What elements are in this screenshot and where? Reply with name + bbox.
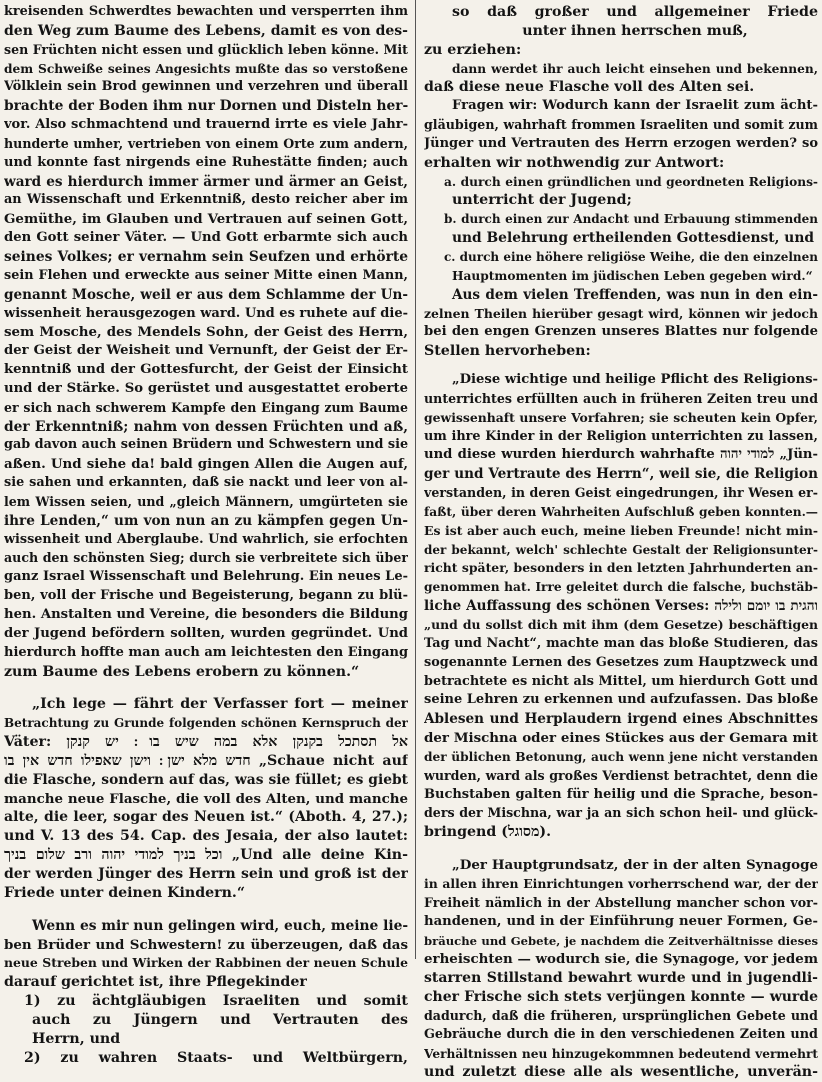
text-line: genannt Mosche, weil er aus dem Schlamme der Un- <box>4 286 408 303</box>
text-line: Gemüthe, im Glauben und Vertrauen auf seinen Gott, <box>4 211 408 228</box>
text-line: darauf gerichtet ist, ihre Pflegekinder <box>4 974 307 991</box>
text-line: manche neue Flasche, die voll des Alten, und manche <box>4 790 408 807</box>
text-line: ger und Vertraute des Herrn“, weil sie, die Religion <box>424 466 818 483</box>
text-line: sogenannte Lernen des Gesetzes zum Hauptzweck und <box>424 654 818 670</box>
text-line: „Diese wichtige und heilige Pflicht des Religions- <box>452 372 818 388</box>
text-line: dadurch, daß die früheren, ursprünglichen Gebete und <box>424 1007 818 1023</box>
text-line: liche Auffassung des schönen Verses: והגית בו יומם ולילה <box>424 598 818 615</box>
text-line: Friede unter deinen Kindern.“ <box>4 884 246 901</box>
text-line: hen. Anstalten und Vereine, die besonders die Bildung <box>4 607 408 622</box>
text-line: und V. 13 des 54. Cap. des Jesaia, der also lautet: <box>4 828 408 845</box>
text-line: und Belehrung ertheilenden Gottesdienst, und <box>452 230 814 247</box>
paragraph-gap <box>4 681 408 695</box>
text-line: Freiheit nämlich in der Abstellung mancher schon vor- <box>424 894 818 910</box>
text-line: um ihre Kinder in der Religion unterrichten zu lassen, <box>424 428 818 444</box>
paragraph-gap <box>4 903 408 917</box>
text-line: an Wissenschaft und Erkenntniß, desto reicher aber im <box>4 192 408 208</box>
text-line: bringend (מסוגל). <box>424 824 552 841</box>
text-line: ben Brüder und Schwestern! zu überzeugen, daß das <box>4 936 408 953</box>
text-line: dann werdet ihr auch leicht einsehen und bekennen, <box>452 61 818 76</box>
text-line: unterrichtes erfüllten auch in früheren Zeiten treu und <box>424 390 818 406</box>
text-line: c. durch eine höhere religiöse Weihe, die den einzelnen <box>444 249 818 264</box>
text-line: er sich nach schwerem Kampfe den Eingang zum Baume <box>4 399 408 415</box>
text-line: erheischten — wodurch sie, die Synagoge, vor jedem <box>424 951 818 968</box>
text-line: seines Volkes; er vernahm sein Seufzen und erhörte <box>4 248 408 265</box>
text-line: gab davon auch seinen Brüdern und Schwestern und sie <box>4 437 408 453</box>
text-line: betrachtete es nicht als Mittel, um hierdurch Gott und <box>424 673 818 689</box>
text-line: wurden, ward als großes Verdienst betrachtet, denn die <box>424 767 818 783</box>
text-line: kreisenden Schwerdtes bewachten und versperrten ihm <box>4 4 408 19</box>
text-line: a. durch einen gründlichen und geordneten Religions- <box>444 174 818 189</box>
text-line: in allen ihren Einrichtungen vorherrschend war, der der <box>424 875 818 891</box>
text-line: der Mischna oder eines Stückes aus der Gemara mit <box>424 730 818 747</box>
text-line: sie sahen und erkannten, daß sie nackt und leer von al- <box>4 475 408 491</box>
text-line: Betrachtung zu Grunde folgenden schönen Kernspruch der <box>4 716 408 731</box>
text-line: 1) zu ächtgläubigen Israeliten und somit <box>24 993 408 1010</box>
text-line: Herrn, und <box>32 1030 121 1047</box>
text-line: der werden Jünger des Herrn sein und groß ist der <box>4 865 408 882</box>
text-line: zum Baume des Lebens erobern zu können.“ <box>4 663 360 680</box>
text-line: ward es hierdurch immer ärmer und ärmer an Geist, <box>4 173 408 190</box>
text-line: die Flasche, sondern auf das, was sie füllet; es giebt <box>4 771 408 788</box>
text-line: Jünger und Vertrauten des Herrn erzogen werden? so <box>424 135 818 151</box>
text-line: ders der Mischna, war ja an sich schon heil- und glück- <box>424 805 818 821</box>
text-line: ihre Lenden,“ um von nun an zu kämpfen gegen Un- <box>4 512 408 529</box>
text-line: genommen hat. Irre geleitet durch die falsche, buchstäb- <box>424 580 818 595</box>
text-line: Hauptmomenten im jüdischen Leben gegeben wird.“ <box>452 268 813 283</box>
text-line: dem Schweiße seines Angesichts mußte das so verstoßene <box>4 61 408 76</box>
text-line: „Ich lege — fährt der Verfasser fort — meiner <box>32 696 408 713</box>
text-line: hunderte umher, vertrieben von einem Orte zum andern, <box>4 135 408 151</box>
column-divider <box>415 0 416 959</box>
text-line: bei den engen Grenzen unseres Blattes nur folgende <box>424 324 818 340</box>
paragraph-gap <box>424 842 818 856</box>
text-line: lem Wissen seien, und „gleich Männern, umgürteten sie <box>4 493 408 509</box>
text-line: sen Früchten nicht essen und glücklich leben könne. Mit <box>4 41 408 57</box>
text-line: sein Flehen und erweckte aus seiner Mitte einen Mann, <box>4 267 408 283</box>
text-line: sem Mosche, des Mendels Sohn, der Geist des Herrn, <box>4 324 408 341</box>
text-line: Buchstaben galten für heilig und die Sprache, beson- <box>424 786 818 802</box>
text-line: kenntniß und der Gottesfurcht, der Geist der Einsicht <box>4 362 408 378</box>
text-line: Es ist aber auch euch, meine lieben Freunde! nicht min- <box>424 522 818 538</box>
text-line: alte, die leer, sogar des Neuen ist.“ (Aboth. 4, 27.); <box>4 809 408 826</box>
text-line: Väter: אל תסתכל בקנקן אלא במה שיש בו ׃ יש קנקן <box>4 734 408 751</box>
text-line: ganz Israel Wissenschaft und Belehrung. Ein neues Le- <box>4 569 408 585</box>
text-line: unterricht der Jugend; <box>452 192 632 209</box>
text-line: Stellen hervorheben: <box>424 343 591 360</box>
right-column <box>424 3 818 1082</box>
text-line: Tag und Nacht“, machte man das bloße Studieren, das <box>424 635 818 651</box>
text-line: auch den schönsten Sieg; durch sie verbreitete sich über <box>4 550 408 566</box>
text-line: cher Frische sich stets verjüngen konnte — wurde <box>424 989 818 1006</box>
text-line: zelnen Theilen hierüber gesagt wird, können wir jedoch <box>424 305 818 321</box>
text-line: und zuletzt diese alle als wesentliche, unverän- <box>424 1064 818 1081</box>
text-line: bräuche und Gebete, je nachdem die Zeitverhältnisse dieses <box>424 933 818 948</box>
text-line: der Jugend befördern sollten, wurden gegründet. Und <box>4 625 408 641</box>
text-line: חדש מלא ישן ׃ וישן שאפילו חדש אין בו „Schaue nicht auf <box>4 752 408 769</box>
text-line: Gebräuche durch die in den verschiedenen Zeiten und <box>424 1026 818 1042</box>
text-line: וכל בניך למודי יהוה ורב שלום בניך „Und alle deine Kin- <box>4 847 408 864</box>
text-line: neue Streben und Wirken der Rabbinen der neuen Schule <box>4 955 408 971</box>
text-line: richt später, besonders in den letzten Jahrhunderten an- <box>424 560 818 576</box>
text-line: vor. Also schmachtend und trauernd irrte es viele Jahr- <box>4 117 408 133</box>
text-line: Aus dem vielen Treffenden, was nun in den ein- <box>452 286 818 303</box>
text-line: „Der Hauptgrundsatz, der in der alten Synagoge <box>452 857 818 874</box>
text-line: Wenn es mir nun gelingen wird, euch, meine lie- <box>32 917 408 934</box>
text-line: der üblichen Betonung, auch wenn jene nicht verstanden <box>424 749 818 764</box>
text-line: Fragen wir: Wodurch kann der Israelit zum ächt- <box>452 98 818 114</box>
text-line: auch zu Jüngern und Vertrauten des <box>32 1011 408 1028</box>
text-line: brachte der Boden ihm nur Dornen und Disteln her- <box>4 98 408 115</box>
text-line: so daß großer und allgemeiner Friede <box>452 4 818 20</box>
text-line: seine Lehren zu erkennen und aufzufassen. Das bloße <box>424 692 818 708</box>
text-line: verstanden, in deren Geist eingedrungen, ihr Wesen er- <box>424 485 818 501</box>
left-column <box>4 3 408 1067</box>
text-line: wissenheit herausgezogen ward. Und es ruhete auf die- <box>4 305 408 321</box>
text-line: hierdurch hoffte man auch am leichtesten den Eingang <box>4 644 408 660</box>
text-line: der Erkenntniß; nahm von dessen Früchten und aß, <box>4 418 408 435</box>
text-line: und konnte fast nirgends eine Ruhestätte finden; auch <box>4 154 408 170</box>
text-line: der Geist der Weisheit und Vernunft, der Geist der Er- <box>4 343 408 359</box>
text-line: Ablesen und Herplaudern irgend eines Abschnittes <box>424 711 818 728</box>
text-line: starren Stillstand bewahrt wurde und in jugendli- <box>424 970 818 987</box>
text-line: der bekannt, welch' schlechte Gestalt der Religionsunter- <box>424 542 818 557</box>
text-line: den Weg zum Baume des Lebens, damit es von des- <box>4 22 408 39</box>
text-line: und der Stärke. So gerüstet und ausgestattet eroberte <box>4 380 408 396</box>
text-line: gläubigen, wahrhaft frommen Israeliten und somit zum <box>424 117 818 133</box>
text-line: wissenheit und Aberglaube. Und wahrlich, sie erfochten <box>4 531 408 547</box>
text-line: 2) zu wahren Staats- und Weltbürgern, <box>24 1049 408 1066</box>
text-line: Völklein sein Brod gewinnen und verzehren und überall <box>4 79 408 95</box>
text-line: den Gott seiner Väter. — Und Gott erbarmte sich auch <box>4 230 408 246</box>
text-line: erhalten wir nothwendig zur Antwort: <box>424 154 725 171</box>
text-line: unter ihnen herrschen muß, <box>522 22 748 39</box>
text-line: daß diese neue Flasche voll des Alten sei. <box>424 79 755 96</box>
text-line: und diese wurden hierdurch wahrhafte למודי יהוה „Jün- <box>424 447 818 463</box>
text-line: zu erziehen: <box>424 41 522 58</box>
text-line: ben, voll der Frische und Begeisterung, begann zu blü- <box>4 588 408 604</box>
text-line: handenen, und in der Einführung neuer Formen, Ge- <box>424 913 818 929</box>
paragraph-gap <box>424 361 818 371</box>
text-line: faßt, über deren Wahrheiten Aufschluß geben konnten.— <box>424 504 818 519</box>
text-line: aßen. Und siehe da! bald gingen Allen die Augen auf, <box>4 456 408 473</box>
text-line: gewissenhaft unsere Vorfahren; sie scheuten kein Opfer, <box>424 409 818 425</box>
text-line: Verhältnissen neu hinzugekommnen bedeutend vermehrt <box>424 1046 818 1061</box>
text-line: b. durch einen zur Andacht und Erbauung stimmenden <box>444 212 818 227</box>
text-line: „und du sollst dich mit ihm (dem Gesetze) beschäftigen <box>424 617 818 632</box>
